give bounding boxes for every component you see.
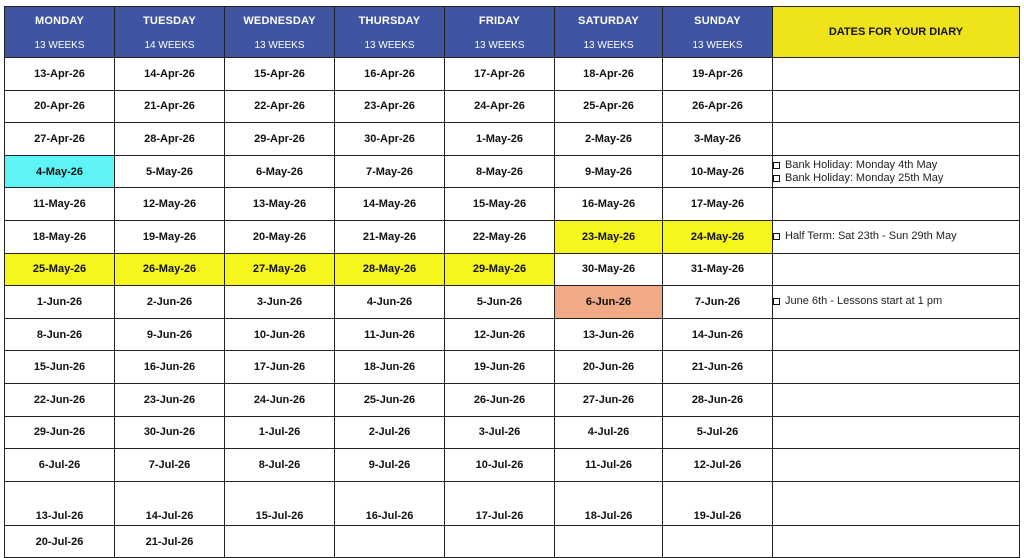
diary-note-cell <box>773 318 1020 351</box>
date-cell: 4-Jun-26 <box>335 286 445 319</box>
day-name: SATURDAY <box>578 15 639 27</box>
week-row <box>5 123 1020 156</box>
diary-note-text: Bank Holiday: Monday 25th May <box>785 171 944 184</box>
diary-note-cell <box>773 481 1020 525</box>
date-cell: 12-May-26 <box>115 188 225 221</box>
diary-note-cell <box>773 123 1020 156</box>
date-cell: 6-Jul-26 <box>5 449 115 482</box>
date-cell: 21-Jun-26 <box>663 351 773 384</box>
header-monday <box>5 7 115 58</box>
header-wednesday <box>225 7 335 58</box>
diary-note-cell <box>773 155 1020 188</box>
date-cell: 8-Jun-26 <box>5 318 115 351</box>
date-cell: 3-Jun-26 <box>225 286 335 319</box>
header-friday <box>445 7 555 58</box>
week-count: 13 WEEKS <box>364 40 415 51</box>
date-cell: 13-Jul-26 <box>5 481 115 525</box>
diary-header: DATES FOR YOUR DIARY <box>773 7 1020 58</box>
date-cell: 29-Jun-26 <box>5 416 115 449</box>
diary-note-cell <box>773 525 1020 558</box>
date-cell: 9-Jul-26 <box>335 449 445 482</box>
date-cell: 3-Jul-26 <box>445 416 555 449</box>
calendar-body <box>5 58 1020 558</box>
week-row <box>5 449 1020 482</box>
date-cell: 11-Jul-26 <box>555 449 663 482</box>
date-cell: 21-Jul-26 <box>115 525 225 558</box>
diary-note-cell <box>773 416 1020 449</box>
header-saturday <box>555 7 663 58</box>
date-cell: 25-May-26 <box>5 253 115 286</box>
date-cell: 5-Jul-26 <box>663 416 773 449</box>
header-sunday <box>663 7 773 58</box>
date-cell: 25-Apr-26 <box>555 90 663 123</box>
date-cell: 27-Apr-26 <box>5 123 115 156</box>
date-cell: 14-May-26 <box>335 188 445 221</box>
date-cell: 16-Jul-26 <box>335 481 445 525</box>
header-row <box>5 7 1020 58</box>
date-cell <box>445 525 555 558</box>
date-cell: 16-Jun-26 <box>115 351 225 384</box>
week-count: 13 WEEKS <box>254 40 305 51</box>
date-cell: 18-Jul-26 <box>555 481 663 525</box>
date-cell: 19-Jun-26 <box>445 351 555 384</box>
date-cell: 15-Jun-26 <box>5 351 115 384</box>
date-cell: 14-Jul-26 <box>115 481 225 525</box>
date-cell: 19-Jul-26 <box>663 481 773 525</box>
date-cell: 12-Jun-26 <box>445 318 555 351</box>
diary-note-cell <box>773 383 1020 416</box>
diary-note-cell <box>773 220 1020 253</box>
date-cell: 19-May-26 <box>115 220 225 253</box>
date-cell: 16-May-26 <box>555 188 663 221</box>
square-bullet-icon <box>773 162 780 169</box>
diary-note-cell <box>773 90 1020 123</box>
date-cell: 27-May-26 <box>225 253 335 286</box>
date-cell <box>555 525 663 558</box>
date-cell: 2-Jul-26 <box>335 416 445 449</box>
date-cell: 15-Apr-26 <box>225 58 335 91</box>
date-cell: 18-May-26 <box>5 220 115 253</box>
week-row <box>5 220 1020 253</box>
date-cell: 23-May-26 <box>555 220 663 253</box>
date-cell: 5-May-26 <box>115 155 225 188</box>
date-cell: 18-Apr-26 <box>555 58 663 91</box>
date-cell: 31-May-26 <box>663 253 773 286</box>
day-name: THURSDAY <box>358 15 421 27</box>
date-cell: 7-Jul-26 <box>115 449 225 482</box>
week-row <box>5 481 1020 525</box>
date-cell: 17-May-26 <box>663 188 773 221</box>
date-cell: 26-May-26 <box>115 253 225 286</box>
date-cell: 29-May-26 <box>445 253 555 286</box>
date-cell: 29-Apr-26 <box>225 123 335 156</box>
diary-note-text: Bank Holiday: Monday 4th May <box>785 158 938 171</box>
term-calendar-table <box>4 6 1020 558</box>
date-cell: 12-Jul-26 <box>663 449 773 482</box>
week-row <box>5 525 1020 558</box>
week-count: 13 WEEKS <box>34 40 85 51</box>
date-cell: 10-Jun-26 <box>225 318 335 351</box>
diary-note <box>773 295 1019 308</box>
diary-note-cell <box>773 449 1020 482</box>
date-cell: 17-Apr-26 <box>445 58 555 91</box>
date-cell: 10-Jul-26 <box>445 449 555 482</box>
week-count: 13 WEEKS <box>692 40 743 51</box>
diary-note-cell <box>773 188 1020 221</box>
week-row <box>5 90 1020 123</box>
week-row <box>5 383 1020 416</box>
date-cell: 13-Apr-26 <box>5 58 115 91</box>
date-cell: 24-Jun-26 <box>225 383 335 416</box>
header-tuesday <box>115 7 225 58</box>
date-cell: 2-Jun-26 <box>115 286 225 319</box>
week-count: 14 WEEKS <box>144 40 195 51</box>
date-cell: 21-Apr-26 <box>115 90 225 123</box>
date-cell: 30-May-26 <box>555 253 663 286</box>
date-cell: 26-Apr-26 <box>663 90 773 123</box>
date-cell: 10-May-26 <box>663 155 773 188</box>
day-name: FRIDAY <box>478 15 521 27</box>
week-row <box>5 351 1020 384</box>
date-cell: 24-May-26 <box>663 220 773 253</box>
date-cell: 7-May-26 <box>335 155 445 188</box>
diary-note <box>773 159 1019 172</box>
date-cell: 8-May-26 <box>445 155 555 188</box>
date-cell: 18-Jun-26 <box>335 351 445 384</box>
date-cell: 28-Apr-26 <box>115 123 225 156</box>
date-cell: 8-Jul-26 <box>225 449 335 482</box>
date-cell <box>663 525 773 558</box>
square-bullet-icon <box>773 298 780 305</box>
square-bullet-icon <box>773 233 780 240</box>
day-name: SUNDAY <box>694 15 741 27</box>
date-cell: 30-Apr-26 <box>335 123 445 156</box>
week-count: 13 WEEKS <box>474 40 525 51</box>
week-row <box>5 286 1020 319</box>
diary-note-cell <box>773 286 1020 319</box>
date-cell: 4-May-26 <box>5 155 115 188</box>
date-cell: 26-Jun-26 <box>445 383 555 416</box>
diary-note-cell <box>773 58 1020 91</box>
date-cell: 16-Apr-26 <box>335 58 445 91</box>
date-cell: 20-May-26 <box>225 220 335 253</box>
date-cell: 15-May-26 <box>445 188 555 221</box>
date-cell: 20-Jun-26 <box>555 351 663 384</box>
date-cell: 9-Jun-26 <box>115 318 225 351</box>
date-cell: 6-May-26 <box>225 155 335 188</box>
diary-note <box>773 172 1019 185</box>
date-cell: 21-May-26 <box>335 220 445 253</box>
date-cell: 20-Jul-26 <box>5 525 115 558</box>
date-cell: 6-Jun-26 <box>555 286 663 319</box>
date-cell: 11-Jun-26 <box>335 318 445 351</box>
date-cell <box>225 525 335 558</box>
week-row <box>5 318 1020 351</box>
date-cell: 14-Apr-26 <box>115 58 225 91</box>
date-cell: 2-May-26 <box>555 123 663 156</box>
date-cell: 13-Jun-26 <box>555 318 663 351</box>
diary-note-cell <box>773 253 1020 286</box>
week-row <box>5 253 1020 286</box>
date-cell: 23-Apr-26 <box>335 90 445 123</box>
date-cell: 5-Jun-26 <box>445 286 555 319</box>
date-cell: 11-May-26 <box>5 188 115 221</box>
date-cell: 22-May-26 <box>445 220 555 253</box>
date-cell: 17-Jul-26 <box>445 481 555 525</box>
date-cell: 19-Apr-26 <box>663 58 773 91</box>
week-row <box>5 58 1020 91</box>
week-row <box>5 188 1020 221</box>
date-cell: 22-Apr-26 <box>225 90 335 123</box>
date-cell: 15-Jul-26 <box>225 481 335 525</box>
header-thursday <box>335 7 445 58</box>
week-count: 13 WEEKS <box>583 40 634 51</box>
date-cell: 7-Jun-26 <box>663 286 773 319</box>
date-cell: 20-Apr-26 <box>5 90 115 123</box>
date-cell: 28-Jun-26 <box>663 383 773 416</box>
date-cell <box>335 525 445 558</box>
date-cell: 13-May-26 <box>225 188 335 221</box>
date-cell: 24-Apr-26 <box>445 90 555 123</box>
date-cell: 14-Jun-26 <box>663 318 773 351</box>
date-cell: 9-May-26 <box>555 155 663 188</box>
day-name: MONDAY <box>34 15 85 27</box>
date-cell: 23-Jun-26 <box>115 383 225 416</box>
date-cell: 4-Jul-26 <box>555 416 663 449</box>
date-cell: 27-Jun-26 <box>555 383 663 416</box>
date-cell: 22-Jun-26 <box>5 383 115 416</box>
date-cell: 25-Jun-26 <box>335 383 445 416</box>
day-name: TUESDAY <box>143 15 196 27</box>
date-cell: 1-Jul-26 <box>225 416 335 449</box>
week-row <box>5 416 1020 449</box>
week-row <box>5 155 1020 188</box>
diary-note-text: June 6th - Lessons start at 1 pm <box>785 295 943 308</box>
date-cell: 28-May-26 <box>335 253 445 286</box>
diary-note-cell <box>773 351 1020 384</box>
date-cell: 17-Jun-26 <box>225 351 335 384</box>
date-cell: 1-Jun-26 <box>5 286 115 319</box>
diary-note <box>773 230 1019 243</box>
day-name: WEDNESDAY <box>243 15 316 27</box>
diary-note-text: Half Term: Sat 23th - Sun 29th May <box>785 230 957 243</box>
square-bullet-icon <box>773 175 780 182</box>
date-cell: 30-Jun-26 <box>115 416 225 449</box>
date-cell: 1-May-26 <box>445 123 555 156</box>
date-cell: 3-May-26 <box>663 123 773 156</box>
